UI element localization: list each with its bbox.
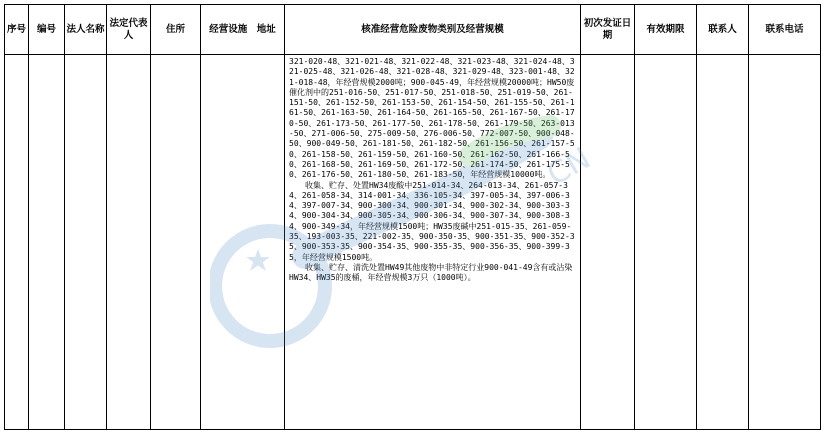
cell-validity [635,55,697,430]
cell-code [29,55,65,430]
waste-scope-paragraph: 收集、贮存、处置HW34废酸中251-014-34、264-013-34、261-057-34、261-058-34、314-001-34、336-105-34、397-005-34、397-006-34、397-007-34、900-300-34、900-301-34、900-302-34、900-303-34、900-304-34、900-305-34、900-306-34、900-307-34、900-308-34、900-349-34，年经营规模1500吨；HW35废碱中251-015-35、261-059-35、193-003-35、221-002-35、900-350-35、900-351-35、900-352-35、900-353-35、900-354-35、900-355-35、900-356-35、900-399-35，年经营规模1500吨。 [289,180,575,262]
waste-scope-paragraph: 收集、贮存、清洗处置HW49其他废物中非特定行业900-041-49含有或沾染HW34、HW35的废桶，年经营规模3万只（1000吨）。 [289,262,573,283]
waste-scope-text [285,55,580,284]
cell-seq [5,55,29,430]
cell-phone [749,55,821,430]
header-phone: 联系电话 [749,5,821,55]
cell-facility-address [201,55,285,430]
header-validity: 有效期限 [635,5,697,55]
header-waste-scope: 核准经营危险废物类别及经营规模 [285,5,581,55]
header-first-issue-date: 初次发证日期 [581,5,635,55]
header-contact: 联系人 [697,5,749,55]
watermark-text: CN [541,140,597,193]
cell-contact [697,55,749,430]
cell-legal-name [65,55,107,430]
header-facility-address: 经营设施 地址 [201,5,285,55]
header-residence: 住所 [151,5,201,55]
permit-register-table [4,4,821,430]
header-legal-rep: 法定代表人 [107,5,151,55]
cell-waste-scope [285,55,581,430]
cell-residence [151,55,201,430]
header-legal-name: 法人名称 [65,5,107,55]
header-row [5,5,821,55]
header-seq: 序号 [5,5,29,55]
cell-first-issue-date [581,55,635,430]
table-row [5,55,821,430]
header-code: 编号 [29,5,65,55]
waste-scope-paragraph: 321-020-48、321-021-48、321-022-48、321-023-48、321-024-48、321-025-48、321-026-48、321-028-48、321-029-48、323-001-48、321-018-48，年经营规模2000吨；900-045-49，年经营规模20000吨；HW50废催化剂中的251-016-50、251-017-50、251-018-50、251-019-50、261-151-50、261-152-50、261-153-50、261-154-50、261-155-50、261-161-50、261-163-50、261-164-50、261-165-50、261-167-50、261-170-50、261-173-50、261-177-50、261-178-50、261-179-50、263-013-50、271-006-50、275-009-50、276-006-50、772-007-50、900-048-50、900-049-50、261-181-50、261-182-50、261-156-50、261-157-50、261-158-50、261-159-50、261-160-50、261-162-50、261-166-50、261-168-50、261-169-50、261-172-50、261-174-50、261-175-50、261-176-50、261-180-50、261-183-50，年经营规模10000吨。 [289,57,575,180]
cell-legal-rep [107,55,151,430]
